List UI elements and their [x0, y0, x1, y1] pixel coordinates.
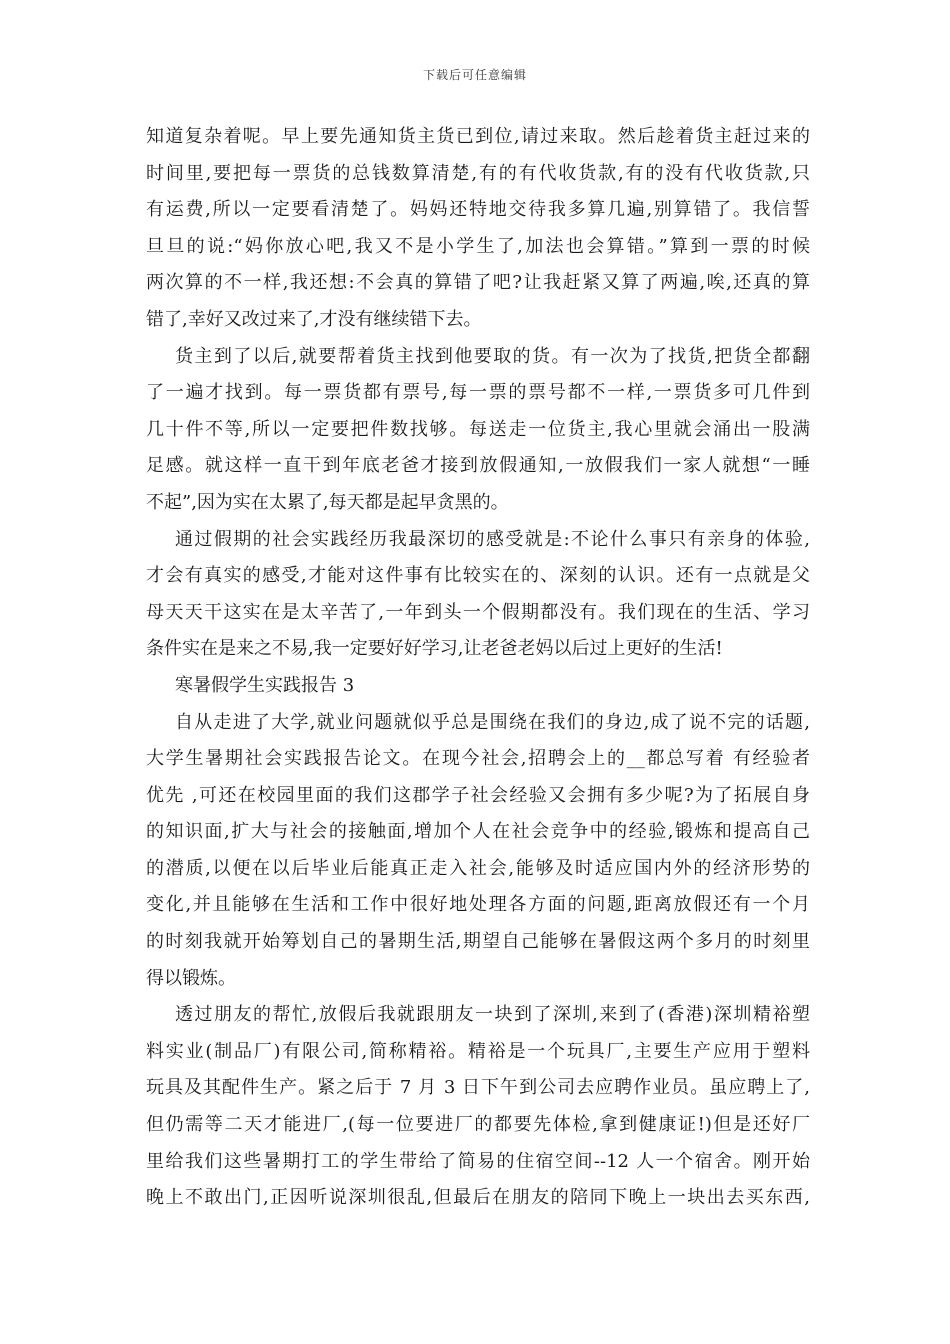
text-line: 优先 ,可还在校园里面的我们这郡学子社会经验又会拥有多少呢?为了拓展自身	[146, 784, 810, 806]
text-line: 玩具及其配件生产。紧之后于 7 月 3 日下午到公司去应聘作业员。虽应聘上了,	[146, 1077, 810, 1099]
section-heading: 寒暑假学生实践报告 3	[175, 674, 355, 696]
text-line: 条件实在是来之不易,我一定要好好学习,让老爸老妈以后过上更好的生活!	[146, 638, 723, 660]
text-line: 了一遍才找到。每一票货都有票号,每一票的票号都不一样,一票货多可几件到	[146, 382, 810, 404]
text-line: 旦旦的说:“妈你放心吧,我又不是小学生了,加法也会算错。”算到一票的时候	[146, 235, 810, 257]
text-line: 才会有真实的感受,才能对这件事有比较实在的、深刻的认识。还有一点就是父	[146, 565, 810, 587]
text-line: 的潜质,以便在以后毕业后能真正走入社会,能够及时适应国内外的经济形势的	[146, 857, 810, 879]
text-line: 几十件不等,所以一定要把件数找够。每送走一位货主,我心里就会涌出一股满	[146, 418, 810, 440]
text-line: 料实业(制品厂)有限公司,简称精裕。精裕是一个玩具厂,主要生产应用于塑料	[146, 1040, 810, 1062]
text-line: 有运费,所以一定要看清楚了。妈妈还特地交待我多算几遍,别算错了。我信誓	[146, 199, 810, 221]
text-line: 变化,并且能够在生活和工作中很好地处理各方面的问题,距离放假还有一个月	[146, 894, 810, 916]
text-line: 自从走进了大学,就业问题就似乎总是围绕在我们的身边,成了说不完的话题,	[175, 711, 810, 733]
text-line: 错了,幸好又改过来了,才没有继续错下去。	[146, 308, 482, 330]
text-line: 货主到了以后,就要帮着货主找到他要取的货。有一次为了找货,把货全都翻	[175, 345, 810, 367]
text-line: 里给我们这些暑期打工的学生带给了简易的住宿空间--12 人一个宿舍。刚开始	[146, 1150, 810, 1172]
text-line: 母天天干这实在是太辛苦了,一年到头一个假期都没有。我们现在的生活、学习	[146, 601, 810, 623]
text-line: 两次算的不一样,我还想:不会真的算错了吧?让我赶紧又算了两遍,唉,还真的算	[146, 272, 810, 294]
text-line: 透过朋友的帮忙,放假后我就跟朋友一块到了深圳,来到了(香港)深圳精裕塑	[175, 1004, 810, 1026]
text-line: 的知识面,扩大与社会的接触面,增加个人在社会竞争中的经验,锻炼和提高自己	[146, 821, 810, 843]
text-line: 不起”,因为实在太累了,每天都是起早贪黑的。	[146, 491, 509, 513]
text-line: 时间里,要把每一票货的总钱数算清楚,有的有代收货款,有的没有代收货款,只	[146, 162, 810, 184]
text-line: 但仍需等二天才能进厂,(每一位要进厂的都要先体检,拿到健康证!)但是还好厂	[146, 1114, 810, 1136]
document-body	[146, 119, 810, 1217]
text-line: 足感。就这样一直干到年底老爸才接到放假通知,一放假我们一家人就想“一睡	[146, 455, 810, 477]
text-line: 大学生暑期社会实践报告论文。在现今社会,招聘会上的__都总写着 有经验者	[146, 748, 810, 770]
text-line: 知道复杂着呢。早上要先通知货主货已到位,请过来取。然后趁着货主赶过来的	[146, 126, 810, 147]
text-line: 得以锻炼。	[146, 967, 236, 989]
text-line: 晚上不敢出门,正因听说深圳很乱,但最后在朋友的陪同下晚上一块出去买东西,	[146, 1187, 810, 1209]
page-header: 下载后可任意编辑	[422, 68, 527, 82]
text-line: 通过假期的社会实践经历我最深切的感受就是:不论什么事只有亲身的体验,	[175, 528, 810, 550]
text-line: 的时刻我就开始筹划自己的暑期生活,期望自己能够在暑假这两个多月的时刻里	[146, 931, 810, 953]
